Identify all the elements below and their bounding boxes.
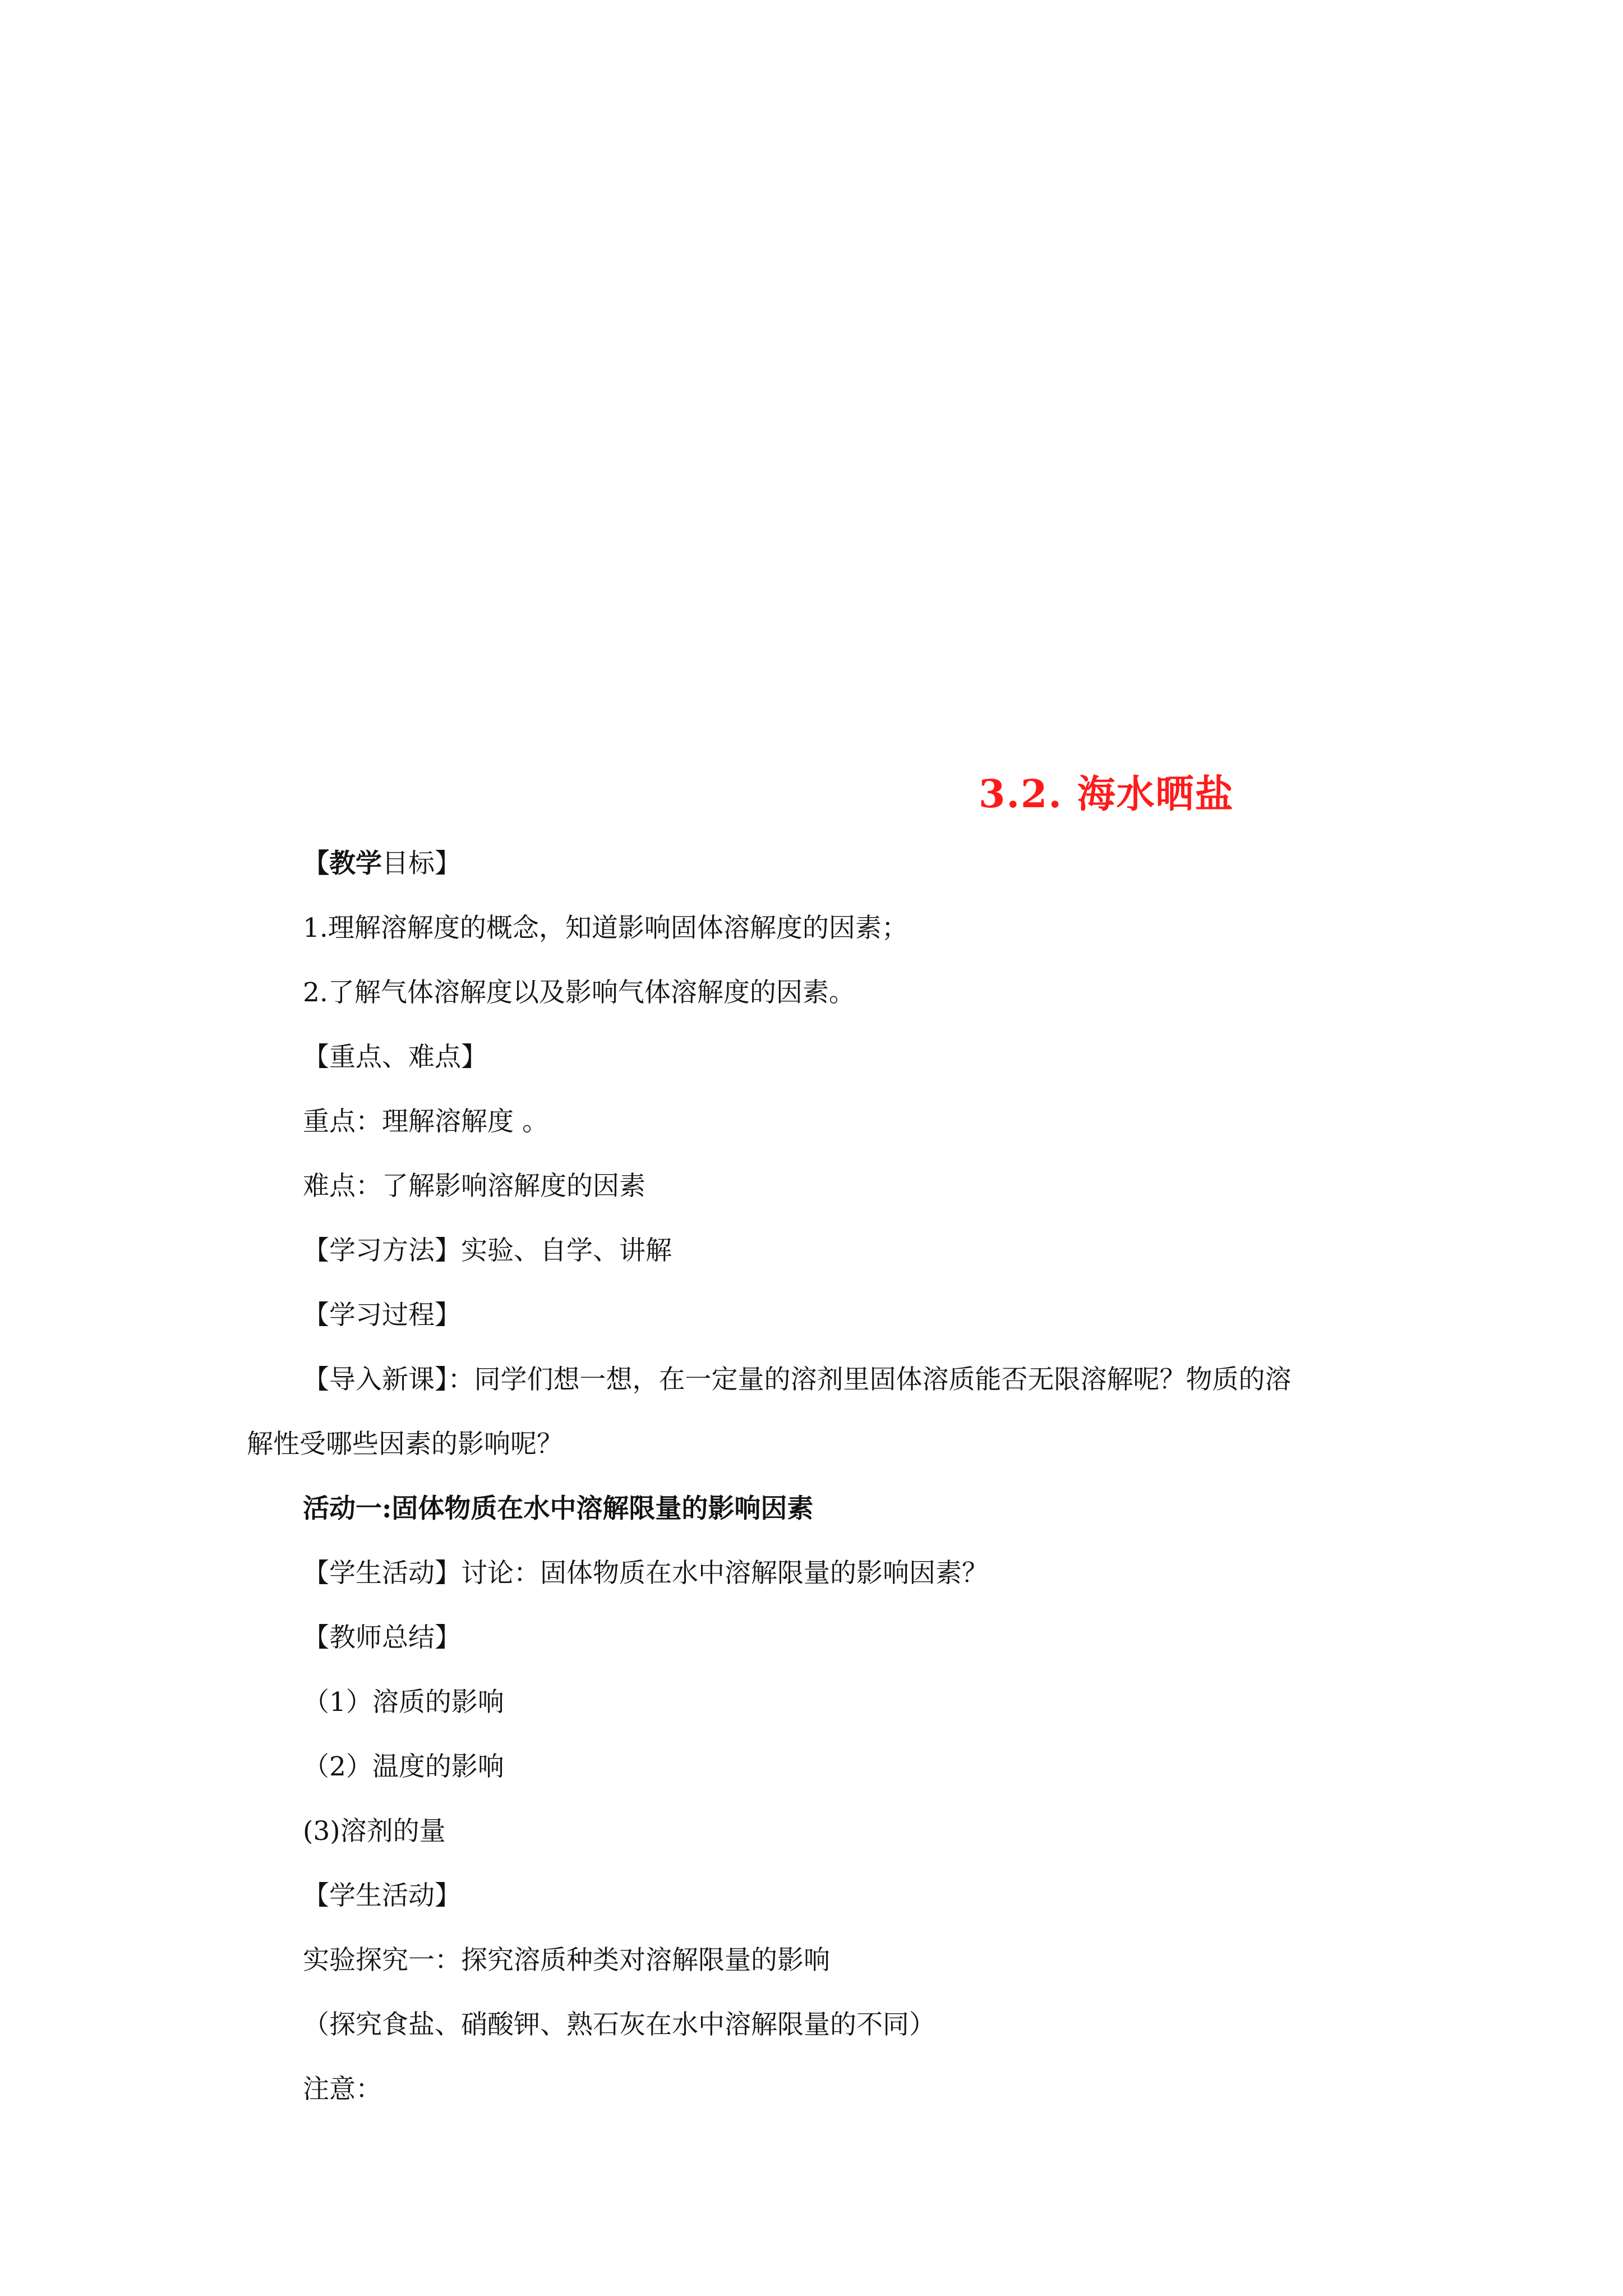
experiment-1: 实验探究一：探究溶质种类对溶解限量的影响 — [303, 1945, 830, 1976]
objectives-heading-bold: 【教学 — [303, 848, 382, 879]
factor-item-2: （2）温度的影响 — [303, 1751, 504, 1782]
experiment-1-note: （探究食盐、硝酸钾、熟石灰在水中溶解限量的不同） — [303, 2009, 935, 2040]
intro-line-2: 解性受哪些因素的影响呢？ — [247, 1429, 563, 1460]
learning-method: 【学习方法】实验、自学、讲解 — [303, 1235, 672, 1266]
objective-item-2: 2.了解气体溶解度以及影响气体溶解度的因素。 — [303, 977, 855, 1008]
objective-item-1: 1.理解溶解度的概念，知道影响固体溶解度的因素； — [303, 913, 908, 944]
activity1-heading: 活动一:固体物质在水中溶解限量的影响因素 — [303, 1493, 814, 1524]
difficulty-point: 难点：了解影响溶解度的因素 — [303, 1171, 645, 1202]
student-activity-heading: 【学生活动】 — [303, 1880, 461, 1911]
learning-process-heading: 【学习过程】 — [303, 1300, 461, 1331]
factor-item-1: （1）溶质的影响 — [303, 1687, 504, 1718]
attention-label: 注意： — [303, 2074, 382, 2105]
intro-line-1: 【导入新课】：同学们想一想，在一定量的溶剂里固体溶质能否无限溶解呢？物质的溶 — [303, 1364, 1292, 1395]
objectives-heading-rest: 目标】 — [382, 848, 461, 879]
key-point: 重点：理解溶解度 。 — [303, 1106, 548, 1137]
page-title: 3.2. 海水晒盐 — [979, 772, 1234, 817]
key-points-heading: 【重点、难点】 — [303, 1042, 487, 1073]
factor-item-3: (3)溶剂的量 — [303, 1816, 446, 1847]
student-activity-discussion: 【学生活动】讨论：固体物质在水中溶解限量的影响因素？ — [303, 1558, 988, 1589]
teacher-summary-heading: 【教师总结】 — [303, 1622, 461, 1653]
objectives-heading — [303, 847, 461, 881]
